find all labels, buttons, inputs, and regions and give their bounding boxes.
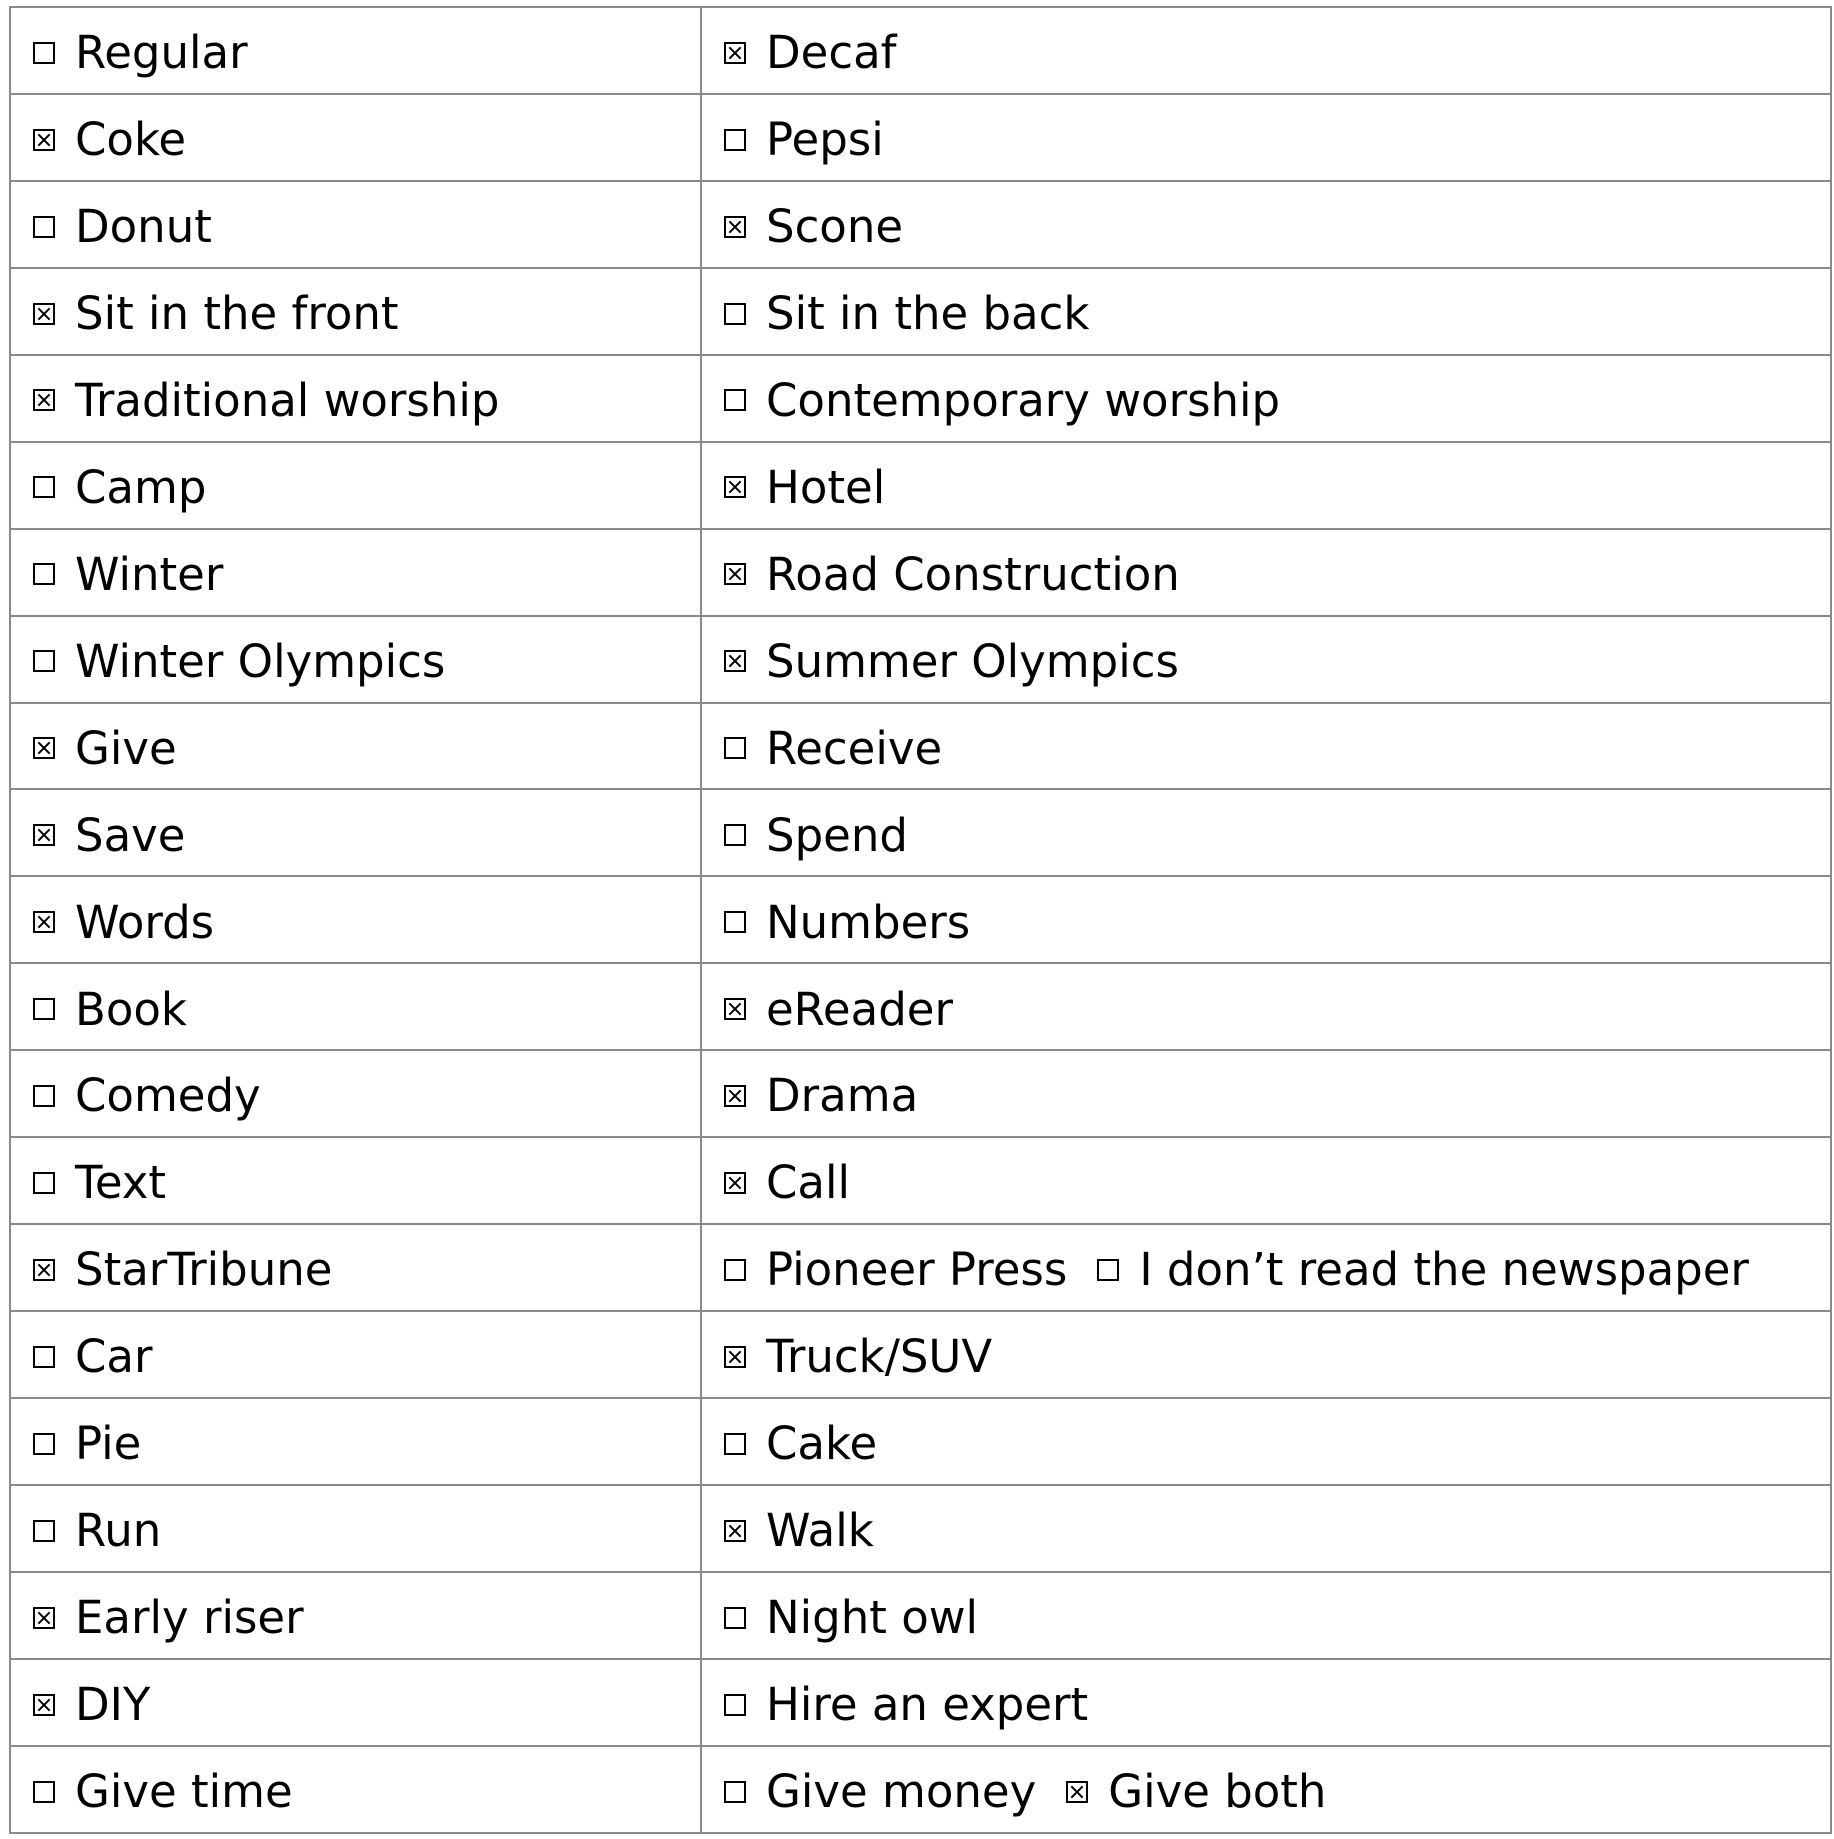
option-label: eReader	[766, 982, 953, 1036]
option-cell-left	[10, 529, 701, 616]
option-label: Coke	[75, 113, 187, 167]
option-cell-right	[701, 442, 1831, 529]
checked-box-icon[interactable]	[724, 650, 746, 672]
checked-box-icon[interactable]	[33, 129, 55, 151]
option-cell-right	[701, 1572, 1831, 1659]
checklist-row	[10, 789, 1831, 876]
checklist-row	[10, 1746, 1831, 1833]
option-label: Comedy	[75, 1069, 261, 1123]
checkbox-option[interactable]	[33, 1678, 150, 1731]
checkbox-option[interactable]	[724, 1591, 978, 1644]
checked-box-icon[interactable]	[724, 1520, 746, 1542]
option-cell-left	[10, 1311, 701, 1398]
option-label: Contemporary worship	[766, 373, 1281, 427]
checked-box-icon[interactable]	[33, 1259, 55, 1281]
unchecked-box-icon[interactable]	[33, 1781, 55, 1803]
unchecked-box-icon[interactable]	[724, 911, 746, 933]
unchecked-box-icon[interactable]	[724, 1607, 746, 1629]
checklist-row	[10, 1485, 1831, 1572]
checkbox-option[interactable]	[33, 722, 177, 775]
checklist-row	[10, 355, 1831, 442]
checklist-row	[10, 94, 1831, 181]
option-cell-right	[701, 1746, 1831, 1833]
unchecked-box-icon[interactable]	[724, 1259, 746, 1281]
option-cell-left	[10, 268, 701, 355]
unchecked-box-icon[interactable]	[33, 650, 55, 672]
option-label: Give money	[766, 1765, 1037, 1819]
unchecked-box-icon[interactable]	[724, 389, 746, 411]
option-cell-left	[10, 181, 701, 268]
option-label: Sit in the back	[766, 287, 1090, 341]
checklist-row	[10, 703, 1831, 790]
option-label: Walk	[766, 1504, 874, 1558]
option-label: Drama	[766, 1069, 919, 1123]
checkbox-option[interactable]	[724, 1417, 877, 1470]
option-cell-left	[10, 442, 701, 529]
option-cell-right	[701, 963, 1831, 1050]
option-label: Winter Olympics	[75, 634, 446, 688]
checkbox-option[interactable]	[724, 26, 897, 79]
checked-box-icon[interactable]	[724, 1085, 746, 1107]
option-cell-left	[10, 1746, 701, 1833]
option-cell-left	[10, 7, 701, 94]
option-cell-left	[10, 355, 701, 442]
checkbox-option[interactable]	[724, 1678, 1088, 1731]
option-cell-right	[701, 94, 1831, 181]
unchecked-box-icon[interactable]	[33, 998, 55, 1020]
checklist-row	[10, 616, 1831, 703]
option-cell-left	[10, 789, 701, 876]
checkbox-option[interactable]	[33, 1504, 161, 1557]
option-cell-right	[701, 703, 1831, 790]
checkbox-option[interactable]	[724, 1069, 918, 1122]
option-cell-left	[10, 1398, 701, 1485]
option-cell-left	[10, 876, 701, 963]
option-label: Give both	[1108, 1765, 1327, 1819]
checkbox-option[interactable]	[33, 1330, 153, 1383]
option-label: Summer Olympics	[766, 634, 1179, 688]
option-cell-left	[10, 1659, 701, 1746]
option-cell-left	[10, 1050, 701, 1137]
option-cell-right	[701, 1050, 1831, 1137]
checklist-row	[10, 1050, 1831, 1137]
option-label: Traditional worship	[75, 373, 500, 427]
checked-box-icon[interactable]	[33, 1694, 55, 1716]
checked-box-icon[interactable]	[724, 1346, 746, 1368]
unchecked-box-icon[interactable]	[1097, 1259, 1119, 1281]
checkbox-option[interactable]	[1066, 1765, 1326, 1818]
checkbox-option[interactable]	[33, 461, 206, 514]
checklist-row	[10, 963, 1831, 1050]
unchecked-box-icon[interactable]	[33, 1433, 55, 1455]
option-cell-right	[701, 268, 1831, 355]
option-cell-left	[10, 616, 701, 703]
unchecked-box-icon[interactable]	[724, 1694, 746, 1716]
checklist-row	[10, 7, 1831, 94]
checkbox-option[interactable]	[33, 113, 186, 166]
unchecked-box-icon[interactable]	[33, 1172, 55, 1194]
checkbox-option[interactable]	[33, 548, 223, 601]
unchecked-box-icon[interactable]	[33, 1520, 55, 1542]
unchecked-box-icon[interactable]	[724, 1433, 746, 1455]
checklist-row	[10, 181, 1831, 268]
checkbox-option[interactable]	[33, 287, 399, 340]
checkbox-option[interactable]	[33, 1591, 304, 1644]
option-label: Call	[766, 1156, 851, 1210]
checklist-row	[10, 1659, 1831, 1746]
option-label: Text	[75, 1156, 167, 1210]
option-label: Night owl	[766, 1591, 979, 1645]
option-cell-right	[701, 181, 1831, 268]
option-label: Scone	[766, 200, 904, 254]
checkbox-option[interactable]	[724, 1330, 992, 1383]
checkbox-option[interactable]	[33, 200, 212, 253]
checkbox-option[interactable]	[724, 896, 970, 949]
option-cell-right	[701, 616, 1831, 703]
option-label: Give	[75, 721, 177, 775]
checked-box-icon[interactable]	[724, 563, 746, 585]
checked-box-icon[interactable]	[1066, 1781, 1088, 1803]
checked-box-icon[interactable]	[724, 42, 746, 64]
checklist-row	[10, 268, 1831, 355]
checked-box-icon[interactable]	[33, 1607, 55, 1629]
checkbox-option[interactable]	[724, 1765, 1036, 1818]
unchecked-box-icon[interactable]	[724, 824, 746, 846]
option-cell-left	[10, 1137, 701, 1224]
checked-box-icon[interactable]	[724, 476, 746, 498]
unchecked-box-icon[interactable]	[33, 42, 55, 64]
checkbox-option[interactable]	[724, 1156, 850, 1209]
option-cell-right	[701, 529, 1831, 616]
option-label: I don’t read the newspaper	[1139, 1243, 1749, 1297]
option-cell-left	[10, 94, 701, 181]
option-label: Regular	[75, 26, 248, 80]
unchecked-box-icon[interactable]	[33, 216, 55, 238]
option-cell-right	[701, 1224, 1831, 1311]
checkbox-option[interactable]	[724, 287, 1089, 340]
checkbox-option[interactable]	[33, 1765, 293, 1818]
checklist-row	[10, 529, 1831, 616]
checkbox-option[interactable]	[33, 26, 248, 79]
option-cell-right	[701, 876, 1831, 963]
option-label: Words	[75, 895, 215, 949]
option-cell-right	[701, 1311, 1831, 1398]
option-label: Pie	[75, 1417, 142, 1471]
checkbox-option[interactable]	[33, 1156, 166, 1209]
checkbox-option[interactable]	[33, 809, 185, 862]
checklist-row	[10, 876, 1831, 963]
checked-box-icon[interactable]	[724, 216, 746, 238]
option-label: Pepsi	[766, 113, 884, 167]
checkbox-option[interactable]	[724, 200, 903, 253]
unchecked-box-icon[interactable]	[33, 1346, 55, 1368]
checklist-row	[10, 1137, 1831, 1224]
option-cell-left	[10, 963, 701, 1050]
unchecked-box-icon[interactable]	[724, 129, 746, 151]
option-label: Book	[75, 982, 187, 1036]
option-label: Cake	[766, 1417, 878, 1471]
option-label: Hotel	[766, 460, 886, 514]
option-cell-left	[10, 703, 701, 790]
option-cell-left	[10, 1572, 701, 1659]
option-label: Donut	[75, 200, 212, 254]
option-label: Camp	[75, 460, 207, 514]
checkbox-option[interactable]	[1097, 1243, 1749, 1296]
checkbox-option[interactable]	[724, 983, 953, 1036]
checked-box-icon[interactable]	[33, 911, 55, 933]
checklist-row	[10, 1224, 1831, 1311]
option-label: Numbers	[766, 895, 971, 949]
unchecked-box-icon[interactable]	[724, 1781, 746, 1803]
option-label: Winter	[75, 547, 224, 601]
option-label: DIY	[75, 1678, 151, 1732]
checkbox-option[interactable]	[724, 722, 942, 775]
option-cell-right	[701, 1485, 1831, 1572]
checked-box-icon[interactable]	[33, 303, 55, 325]
checklist-body	[10, 7, 1831, 1833]
checkbox-option[interactable]	[724, 1243, 1067, 1296]
checked-box-icon[interactable]	[33, 824, 55, 846]
checkbox-option[interactable]	[724, 635, 1179, 688]
option-cell-right	[701, 1137, 1831, 1224]
option-cell-left	[10, 1224, 701, 1311]
option-label: StarTribune	[75, 1243, 333, 1297]
checkbox-option[interactable]	[724, 461, 885, 514]
option-label: Hire an expert	[766, 1678, 1089, 1732]
checkbox-option[interactable]	[724, 548, 1180, 601]
checkbox-option[interactable]	[33, 635, 445, 688]
checklist-row	[10, 1398, 1831, 1485]
checkbox-option[interactable]	[724, 809, 908, 862]
option-label: Decaf	[766, 26, 897, 80]
unchecked-box-icon[interactable]	[724, 303, 746, 325]
option-label: Save	[75, 808, 186, 862]
option-cell-right	[701, 355, 1831, 442]
checklist-row	[10, 1572, 1831, 1659]
option-cell-right	[701, 789, 1831, 876]
option-cell-right	[701, 1398, 1831, 1485]
option-label: Spend	[766, 808, 908, 862]
unchecked-box-icon[interactable]	[33, 476, 55, 498]
option-label: Road Construction	[766, 547, 1180, 601]
option-cell-left	[10, 1485, 701, 1572]
option-label: Sit in the front	[75, 287, 399, 341]
checklist-row	[10, 442, 1831, 529]
option-label: Early riser	[75, 1591, 304, 1645]
option-label: Give time	[75, 1765, 293, 1819]
checkbox-option[interactable]	[33, 374, 499, 427]
unchecked-box-icon[interactable]	[724, 737, 746, 759]
checkbox-option[interactable]	[724, 1504, 874, 1557]
option-cell-right	[701, 7, 1831, 94]
option-label: Car	[75, 1330, 153, 1384]
checked-box-icon[interactable]	[33, 389, 55, 411]
checkbox-option[interactable]	[724, 113, 884, 166]
checkbox-option[interactable]	[33, 1243, 332, 1296]
checkbox-option[interactable]	[33, 1069, 261, 1122]
checked-box-icon[interactable]	[33, 737, 55, 759]
checked-box-icon[interactable]	[724, 1172, 746, 1194]
option-label: Truck/SUV	[766, 1330, 993, 1384]
checkbox-option[interactable]	[33, 983, 187, 1036]
checked-box-icon[interactable]	[724, 998, 746, 1020]
checklist-row	[10, 1311, 1831, 1398]
checkbox-option[interactable]	[724, 374, 1280, 427]
checkbox-option[interactable]	[33, 896, 214, 949]
preferences-checklist-table	[9, 6, 1832, 1834]
option-label: Receive	[766, 721, 943, 775]
option-label: Pioneer Press	[766, 1243, 1068, 1297]
option-label: Run	[75, 1504, 162, 1558]
option-cell-right	[701, 1659, 1831, 1746]
checkbox-option[interactable]	[33, 1417, 141, 1470]
unchecked-box-icon[interactable]	[33, 563, 55, 585]
unchecked-box-icon[interactable]	[33, 1085, 55, 1107]
